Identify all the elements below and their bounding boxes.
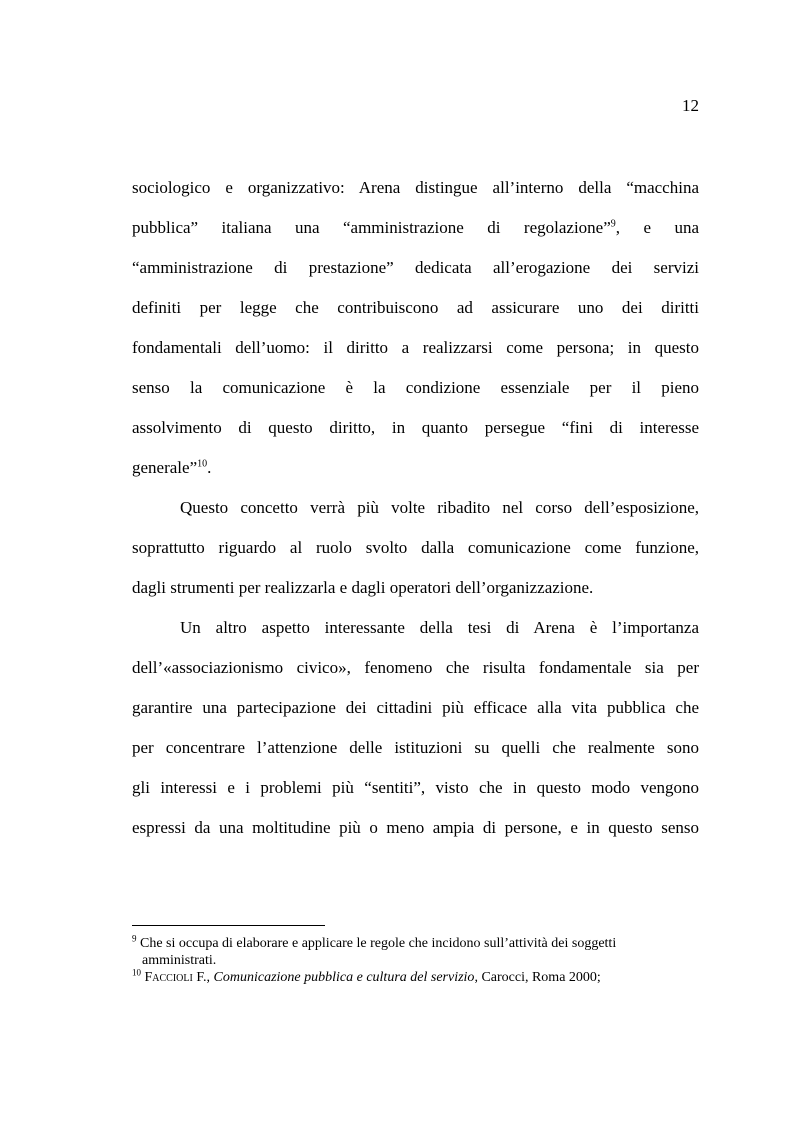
footnote-mark: 10 xyxy=(132,967,141,978)
text-line: definiti per legge che contribuiscono ad assicurare uno dei diritti xyxy=(132,298,699,317)
text-line: Un altro aspetto interessante della tesi di Arena è l’importanza xyxy=(180,618,699,637)
footnote-ref-10[interactable]: 10 xyxy=(197,458,208,470)
footnote-9 xyxy=(132,935,699,969)
footnote-text: Che si occupa di elaborare e applicare le regole che incidono sull’attività dei soggetti xyxy=(136,936,617,951)
text-segment: . xyxy=(207,458,212,477)
footnote-mark: 9 xyxy=(132,933,137,944)
footnote-10 xyxy=(132,969,699,986)
paragraph-3 xyxy=(132,608,699,848)
footnotes xyxy=(132,935,699,986)
text-segment: pubblica” italiana una “amministrazione di regolazione” xyxy=(132,218,611,237)
text-line: dagli strumenti per realizzarla e dagli operatori dell’organizzazione. xyxy=(132,578,594,597)
footnote-author: Faccioli F. xyxy=(141,970,207,985)
text-line: gli interessi e i problemi più “sentiti”, visto che in questo modo vengono xyxy=(132,778,699,797)
footnote-separator xyxy=(132,925,325,926)
text-line: garantire una partecipazione dei cittadini più efficace alla vita pubblica che xyxy=(132,698,699,717)
text-line: senso la comunicazione è la condizione essenziale per il pieno xyxy=(132,378,699,397)
text-line: dell’«associazionismo civico», fenomeno che risulta fondamentale sia per xyxy=(132,658,699,677)
text-line: per concentrare l’attenzione delle istituzioni su quelli che realmente sono xyxy=(132,738,699,757)
main-text xyxy=(132,168,699,848)
footnote-ref-9[interactable]: 9 xyxy=(610,218,616,230)
text-line: sociologico e organizzativo: Arena distingue all’interno della “macchina xyxy=(132,178,699,197)
footnote-text: , Carocci, Roma 2000; xyxy=(474,970,601,985)
text-line: “amministrazione di prestazione” dedicata all’erogazione dei servizi xyxy=(132,258,699,277)
footnote-text: , xyxy=(206,970,214,985)
paragraph-2 xyxy=(132,488,699,608)
text-line: soprattutto riguardo al ruolo svolto dalla comunicazione come funzione, xyxy=(132,538,699,557)
footnote-title: Comunicazione pubblica e cultura del servizio xyxy=(213,970,475,985)
text-line xyxy=(132,448,699,488)
paragraph-1 xyxy=(132,168,699,488)
text-line: Questo concetto verrà più volte ribadito nel corso dell’esposizione, xyxy=(180,498,699,517)
text-line: fondamentali dell’uomo: il diritto a realizzarsi come persona; in questo xyxy=(132,338,699,357)
text-segment: generale” xyxy=(132,458,198,477)
text-line xyxy=(132,208,699,248)
page-number: 12 xyxy=(682,96,699,115)
text-segment: , e una xyxy=(615,218,700,237)
text-line: assolvimento di questo diritto, in quanto persegue “fini di interesse xyxy=(132,418,699,437)
footnote-text: amministrati. xyxy=(142,953,217,968)
text-line: espressi da una moltitudine più o meno ampia di persone, e in questo senso xyxy=(132,818,699,837)
